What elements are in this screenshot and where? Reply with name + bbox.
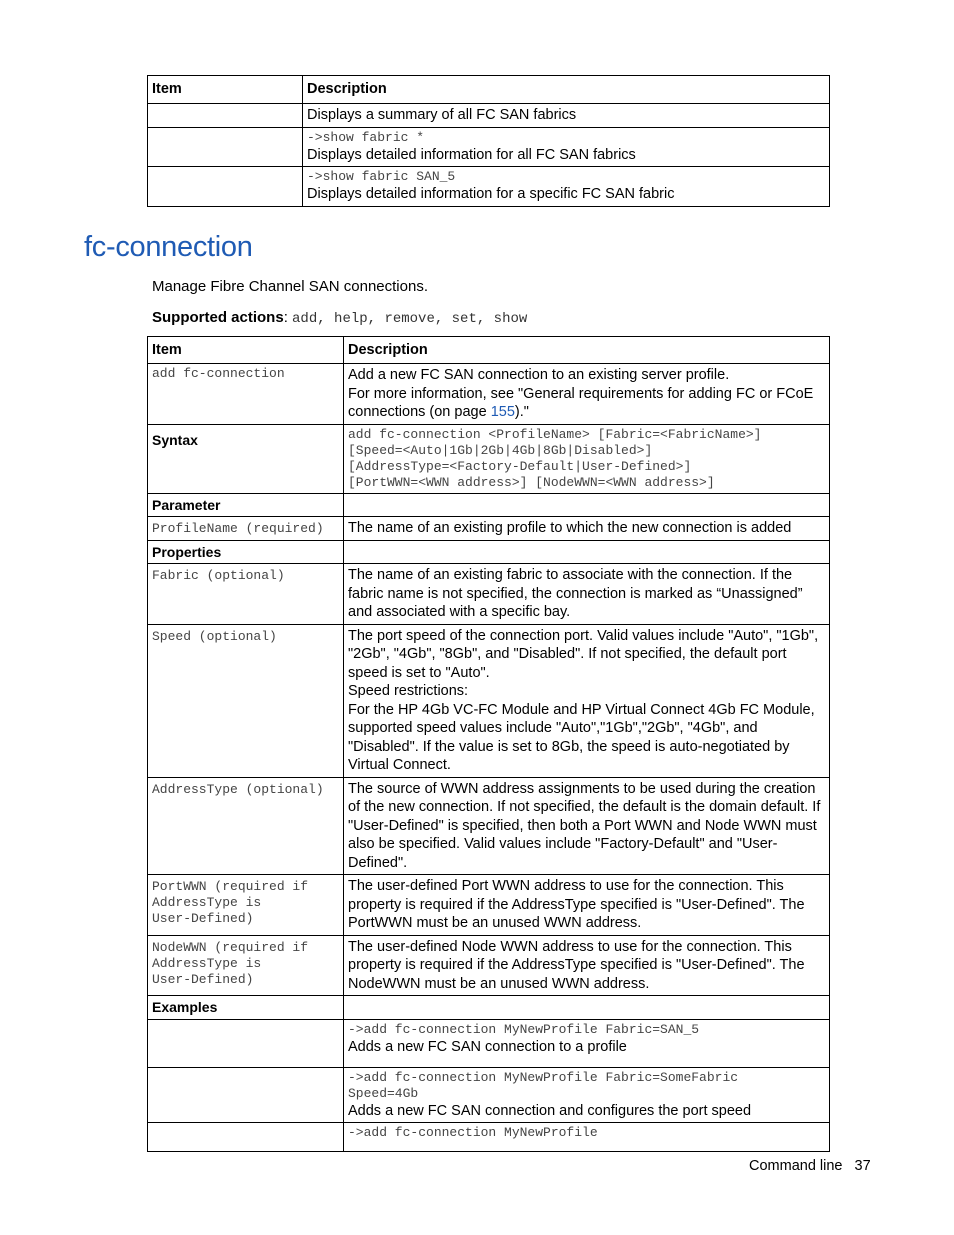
command-example: ->show fabric SAN_5 (307, 169, 456, 184)
command-example: ->add fc-connection MyNewProfile Fabric=SomeFabric Speed=4Gb (348, 1069, 739, 1101)
column-header-description: Description (344, 337, 830, 364)
property-name: Fabric (optional) (148, 564, 344, 625)
page-number: 37 (854, 1158, 871, 1174)
command-example: ->show fabric * (307, 129, 425, 145)
description-cell (344, 364, 830, 425)
property-description: The name of an existing fabric to associate with the connection. If the fabric name is not specified, the connection is marked as “Unassigned” and associated with a specific bay. (344, 564, 830, 625)
parameter-description: The name of an existing profile to which the new connection is added (344, 517, 830, 541)
table-row (148, 624, 830, 777)
property-description: The port speed of the connection port. Valid values include "Auto", "1Gb", "2Gb", "4Gb", "8Gb", and "Disabled". If not specified, the default port speed is set to "Auto". Speed restrictions: For the HP 4Gb VC-FC Module and HP Virtual Connect 4Gb FC Module, supported speed values include "Auto","1Gb","2Gb", "4Gb", and "Disabled". If the value is set to 8Gb, the speed is auto-negotiated by Virtual Connect. (344, 624, 830, 777)
syntax-line: add fc-connection <ProfileName> [Fabric=<FabricName>] (348, 426, 762, 442)
supported-actions-separator: : (283, 309, 293, 326)
table-row (148, 777, 830, 875)
example-cell (344, 1067, 830, 1123)
description-text: Displays a summary of all FC SAN fabrics (307, 107, 577, 123)
property-description: The user-defined Node WWN address to use for the connection. This property is required if the AddressType specified is "User-Defined". The NodeWWN must be an unused WWN address. (344, 935, 830, 996)
description-text: Displays detailed information for all FC SAN fabrics (307, 146, 636, 163)
description-cell (303, 127, 830, 167)
syntax-line: [PortWWN=<WWN address>] [NodeWWN=<WWN address>] (348, 474, 715, 490)
empty-cell (344, 493, 830, 517)
table-row (148, 127, 830, 167)
fc-connection-table (147, 336, 830, 1152)
property-name: Speed (optional) (148, 624, 344, 777)
syntax-line: [Speed=<Auto|1Gb|2Gb|4Gb|8Gb|Disabled>] (348, 442, 653, 458)
table-row (148, 517, 830, 541)
empty-cell (344, 540, 830, 564)
supported-actions-values: add, help, remove, set, show (292, 311, 528, 327)
footer-label: Command line (749, 1158, 843, 1174)
table-row (148, 875, 830, 936)
table-row (148, 104, 830, 128)
parameter-name: ProfileName (required) (148, 517, 344, 541)
fabric-commands-table (147, 75, 830, 207)
supported-actions-label: Supported actions (152, 309, 284, 326)
supported-actions (152, 309, 527, 327)
example-description: Adds a new FC SAN connection and configures the port speed (348, 1102, 752, 1119)
table-row (148, 167, 830, 207)
syntax-cell (344, 424, 830, 493)
description-cell (303, 167, 830, 207)
item-cell (148, 127, 303, 167)
table-row (148, 1067, 830, 1123)
parameter-header-row (148, 493, 830, 517)
command-example: ->add fc-connection MyNewProfile (348, 1125, 598, 1140)
example-description: Adds a new FC SAN connection to a profile (348, 1038, 627, 1055)
property-description: The source of WWN address assignments to be used during the creation of the new connection. If not specified, the default is the domain default. If "User-Defined" is specified, then both a Port WWN and Node WWN must also be specified. Valid values include "Factory-Default" and "User-Defined". (344, 777, 830, 875)
section-title: fc-connection (84, 231, 253, 263)
table-row (148, 935, 830, 996)
item-cell (148, 104, 303, 128)
parameter-label: Parameter (148, 493, 344, 517)
page-footer (749, 1158, 871, 1174)
section-intro: Manage Fibre Channel SAN connections. (152, 278, 428, 295)
empty-cell (148, 1067, 344, 1123)
properties-header-row (148, 540, 830, 564)
property-name: PortWWN (required if AddressType is User-Defined) (148, 875, 344, 936)
item-cell (148, 167, 303, 207)
empty-cell (148, 1019, 344, 1067)
empty-cell (344, 996, 830, 1020)
command-example: ->add fc-connection MyNewProfile Fabric=SAN_5 (348, 1021, 700, 1037)
description-cell (303, 104, 830, 128)
add-row (148, 364, 830, 425)
add-description: Add a new FC SAN connection to an existing server profile. For more information, see "General requirements for adding FC or FCoE connections (on page (348, 367, 814, 420)
syntax-line: [AddressType=<Factory-Default|User-Defined>] (348, 458, 692, 474)
column-header-item: Item (148, 76, 303, 104)
column-header-description: Description (303, 76, 830, 104)
examples-label: Examples (148, 996, 344, 1020)
page-link[interactable]: 155 (490, 404, 515, 420)
property-description: The user-defined Port WWN address to use for the connection. This property is required if the AddressType specified is "User-Defined". The PortWWN must be an unused WWN address. (344, 875, 830, 936)
syntax-row (148, 424, 830, 493)
table-row (148, 1123, 830, 1152)
property-name: NodeWWN (required if AddressType is User-Defined) (148, 935, 344, 996)
syntax-label: Syntax (148, 424, 344, 493)
command-name: add fc-connection (148, 364, 344, 425)
add-description-end: )." (514, 404, 529, 420)
example-cell (344, 1123, 830, 1152)
description-text: Displays detailed information for a specific FC SAN fabric (307, 186, 675, 202)
table-row (148, 564, 830, 625)
example-cell (344, 1019, 830, 1067)
column-header-item: Item (148, 337, 344, 364)
empty-cell (148, 1123, 344, 1152)
table-row (148, 1019, 830, 1067)
property-name: AddressType (optional) (148, 777, 344, 875)
examples-header-row (148, 996, 830, 1020)
properties-label: Properties (148, 540, 344, 564)
